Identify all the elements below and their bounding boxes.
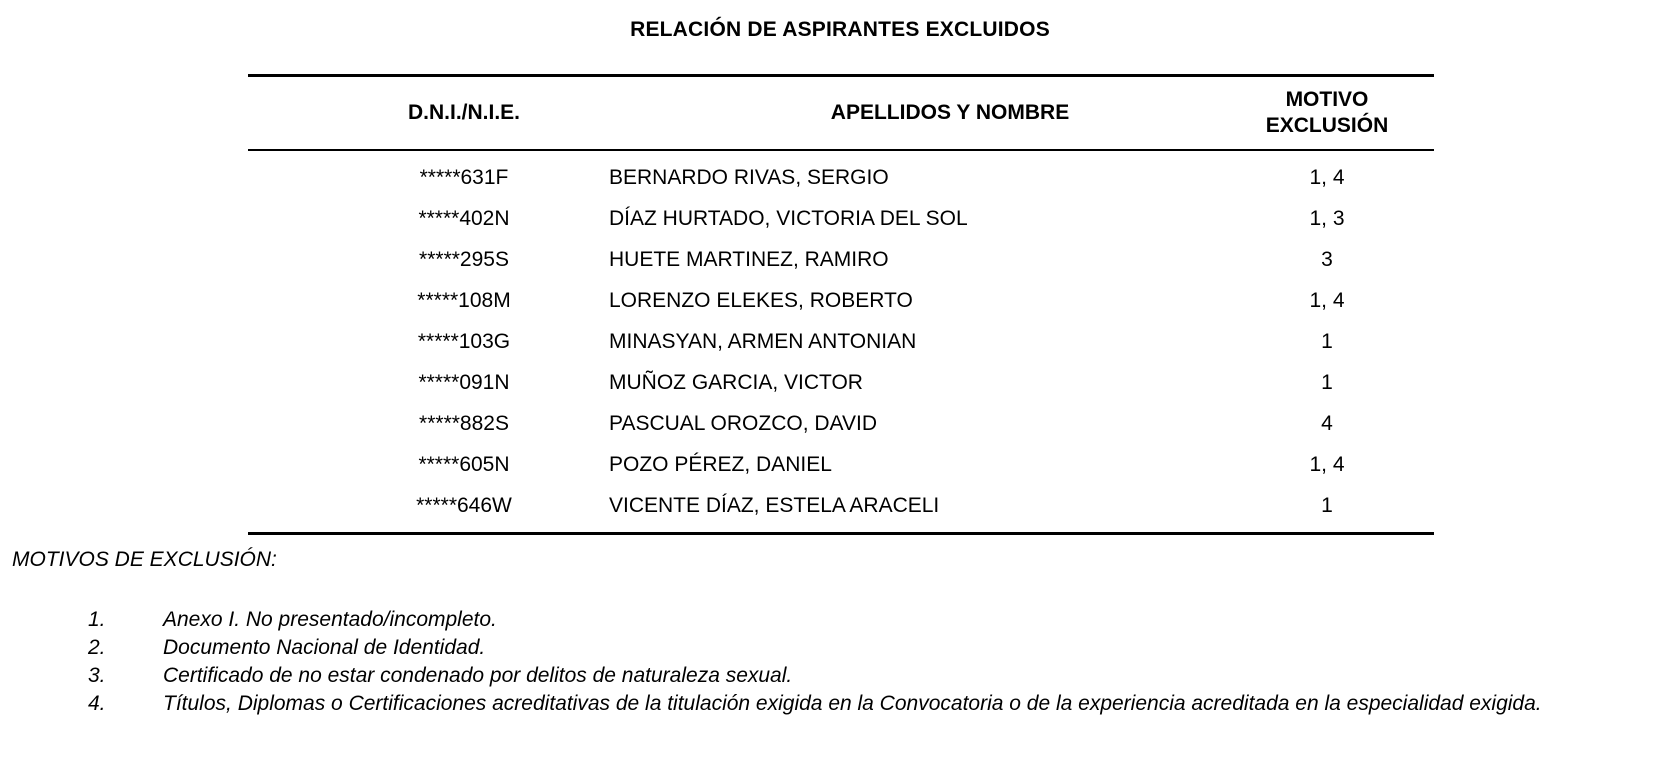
cell-name: PASCUAL OROZCO, DAVID (609, 412, 877, 435)
cell-name: MUÑOZ GARCIA, VICTOR (609, 371, 863, 394)
cell-name: POZO PÉREZ, DANIEL (609, 453, 832, 476)
list-item-text: Anexo I. No presentado/incompleto. (163, 608, 497, 631)
list-item (0, 606, 1680, 634)
cell-motivo: 1, 4 (1309, 166, 1345, 189)
list-item-number: 2. (88, 636, 106, 659)
table-row (248, 280, 1434, 321)
exclusion-reasons-heading: MOTIVOS DE EXCLUSIÓN: (12, 548, 277, 571)
list-item (0, 662, 1680, 690)
table-row (248, 239, 1434, 280)
table-body (248, 151, 1434, 532)
cell-motivo: 1 (1321, 330, 1333, 353)
table-header (248, 77, 1434, 149)
cell-dni: *****882S (419, 412, 509, 435)
table-row (248, 321, 1434, 362)
list-item-number: 1. (88, 608, 106, 631)
cell-motivo: 1 (1321, 494, 1333, 517)
cell-dni: *****103G (417, 330, 511, 353)
cell-name: MINASYAN, ARMEN ANTONIAN (609, 330, 917, 353)
cell-motivo: 1, 4 (1309, 289, 1345, 312)
list-item-number: 4. (88, 692, 106, 715)
list-item-text: Certificado de no estar condenado por delitos de naturaleza sexual. (163, 664, 793, 687)
cell-dni: *****402N (418, 207, 510, 230)
document-title: RELACIÓN DE ASPIRANTES EXCLUIDOS (630, 18, 1050, 41)
cell-dni: *****631F (419, 166, 509, 189)
column-header-motivo-line1: MOTIVO (1285, 88, 1369, 111)
table-row (248, 198, 1434, 239)
cell-motivo: 1 (1321, 371, 1333, 394)
table-row (248, 444, 1434, 485)
column-header-motivo (1220, 77, 1434, 149)
column-header-dni: D.N.I./N.I.E. (407, 101, 520, 124)
list-item-text: Títulos, Diplomas o Certificaciones acreditativas de la titulación exigida en la Convocatoria o de la experiencia acreditada en la especialidad exigida. (163, 692, 1542, 715)
cell-dni: *****108M (417, 289, 511, 312)
cell-name: BERNARDO RIVAS, SERGIO (609, 166, 889, 189)
cell-motivo: 1, 3 (1309, 207, 1345, 230)
cell-dni: *****605N (418, 453, 510, 476)
table-row (248, 157, 1434, 198)
table-row (248, 485, 1434, 526)
excluded-applicants-table (248, 74, 1434, 535)
table-bottom-rule (248, 532, 1434, 535)
cell-dni: *****295S (419, 248, 509, 271)
table-row (248, 403, 1434, 444)
list-item-number: 3. (88, 664, 106, 687)
table-row (248, 362, 1434, 403)
cell-name: DÍAZ HURTADO, VICTORIA DEL SOL (609, 207, 968, 230)
cell-dni: *****646W (416, 494, 512, 517)
cell-motivo: 3 (1321, 248, 1333, 271)
exclusion-reasons-list (0, 606, 1680, 718)
list-item (0, 634, 1680, 662)
list-item (0, 690, 1680, 718)
cell-name: VICENTE DÍAZ, ESTELA ARACELI (609, 494, 940, 517)
column-header-motivo-line2: EXCLUSIÓN (1265, 114, 1389, 137)
cell-dni: *****091N (418, 371, 510, 394)
cell-motivo: 1, 4 (1309, 453, 1345, 476)
cell-name: LORENZO ELEKES, ROBERTO (609, 289, 913, 312)
column-header-name: APELLIDOS Y NOMBRE (830, 101, 1070, 124)
list-item-text: Documento Nacional de Identidad. (163, 636, 486, 659)
cell-name: HUETE MARTINEZ, RAMIRO (609, 248, 889, 271)
cell-motivo: 4 (1321, 412, 1333, 435)
